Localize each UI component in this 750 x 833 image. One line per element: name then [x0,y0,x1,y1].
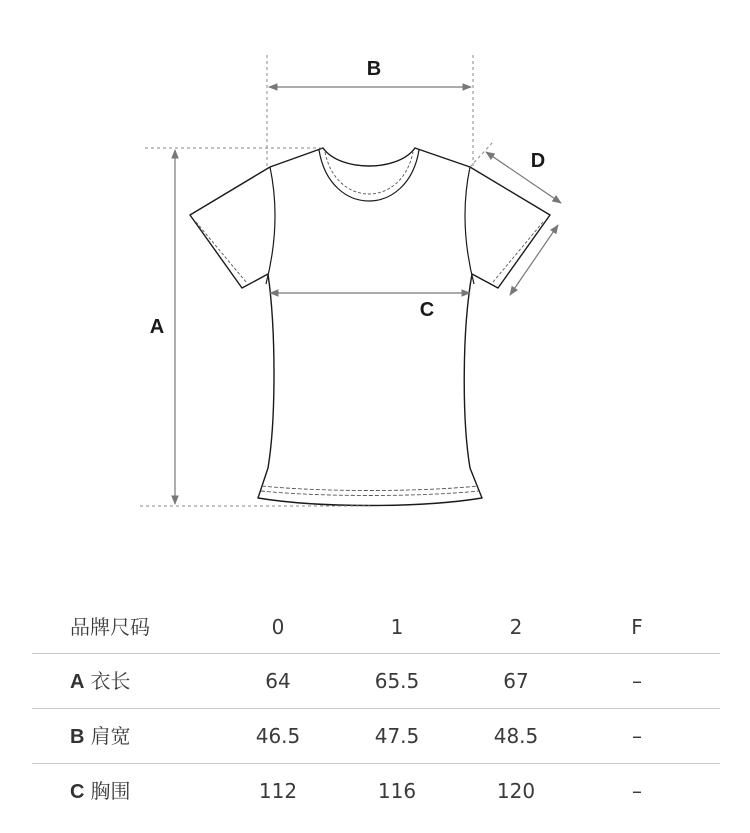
table-cell: 48.5 [493,724,539,748]
row-label [70,764,130,819]
table-cell: – [632,724,642,748]
dimension-arrow-d-top [486,152,561,203]
header-label: 品牌尺码 [70,615,150,639]
table-cell: 67 [503,669,529,693]
header-size: 1 [390,615,404,639]
header-size: F [631,615,643,639]
size-table-header [32,600,720,654]
table-cell: 120 [496,779,536,803]
bottom-hem-stitch [262,486,478,491]
label-d: D [530,150,546,172]
label-a: A [149,316,165,338]
header-size: 0 [271,615,285,639]
row-label [70,709,130,764]
row-name: 肩宽 [90,724,131,748]
table-cell: 46.5 [255,724,301,748]
table-row [32,654,720,709]
label-c: C [419,299,435,321]
sleeve-hem-stitch-left [196,222,246,282]
table-row [32,709,720,764]
table-cell: – [632,669,642,693]
header-size: 2 [509,615,523,639]
neck-rib-stitch [325,152,413,194]
table-cell: 47.5 [374,724,420,748]
row-name: 胸围 [90,779,131,803]
table-cell: 64 [265,669,291,693]
row-name: 衣长 [90,669,131,693]
tshirt-outline [190,148,550,506]
sleeve-hem-stitch-right [493,222,543,282]
table-cell: 65.5 [374,669,420,693]
size-table [32,600,720,818]
label-b: B [366,58,382,80]
row-code: B [70,726,85,748]
table-cell: – [632,779,642,803]
armhole-seam-left [266,167,275,284]
table-cell: 112 [258,779,298,803]
bottom-hem-stitch-2 [261,491,479,496]
table-cell: 116 [377,779,417,803]
row-label [70,654,130,709]
row-code: C [70,781,85,803]
armhole-seam-right [465,167,474,284]
row-code: A [70,671,85,693]
table-row [32,764,720,818]
